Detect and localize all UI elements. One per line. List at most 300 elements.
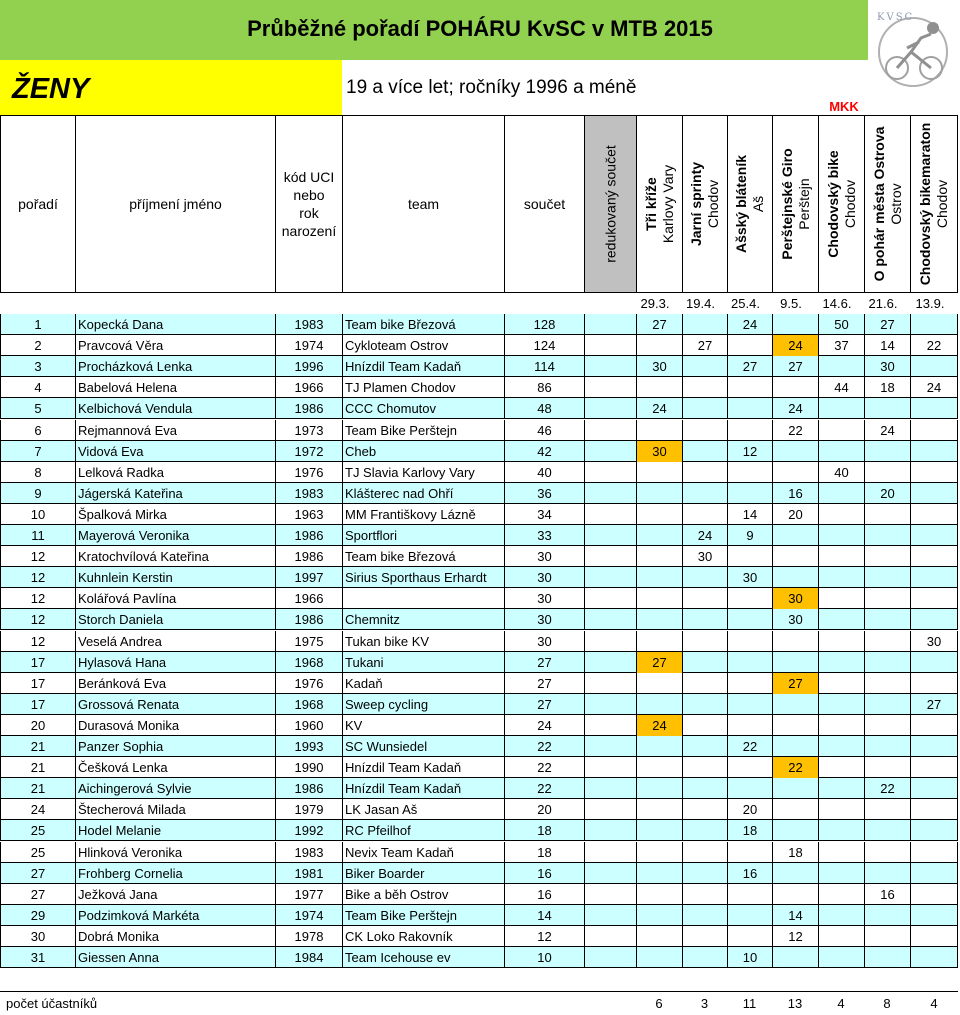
reduced-cell: [584, 398, 636, 419]
year-cell: 1966: [275, 588, 342, 609]
name-cell: Hlinková Veronika: [75, 842, 275, 863]
total-cell: 18: [504, 842, 584, 863]
header-race-7: [910, 115, 958, 293]
rank-cell: 6: [0, 420, 75, 441]
year-cell: 1990: [275, 757, 342, 778]
race-points-cell: [727, 420, 772, 441]
table-row: [0, 546, 958, 567]
team-cell: Team bike Březová: [342, 546, 504, 567]
race-points-cell: [910, 820, 958, 841]
reduced-cell: [584, 842, 636, 863]
rank-cell: 31: [0, 947, 75, 968]
total-cell: 30: [504, 588, 584, 609]
race-points-cell: [682, 757, 727, 778]
reduced-cell: [584, 905, 636, 926]
race-points-cell: [818, 799, 864, 820]
year-cell: 1974: [275, 335, 342, 356]
race-points-cell: [818, 715, 864, 736]
race-date: 25.4.: [731, 296, 760, 311]
table-row: [0, 842, 958, 863]
race-points-cell: [818, 820, 864, 841]
race-points-cell: [772, 778, 818, 799]
name-cell: Veselá Andrea: [75, 631, 275, 652]
race-points-cell: [772, 799, 818, 820]
total-cell: 27: [504, 694, 584, 715]
year-cell: 1972: [275, 441, 342, 462]
race-points-cell: [636, 525, 682, 546]
race-points-cell: [727, 335, 772, 356]
race-points-cell: [772, 314, 818, 335]
reduced-cell: [584, 483, 636, 504]
race-points-cell: [682, 420, 727, 441]
race-points-cell: [818, 504, 864, 525]
race-points-cell: [818, 673, 864, 694]
rank-cell: 12: [0, 609, 75, 630]
race-points-cell: 30: [772, 609, 818, 630]
race-points-cell: [682, 715, 727, 736]
race-points-cell: [772, 736, 818, 757]
total-cell: 30: [504, 567, 584, 588]
total-cell: 30: [504, 546, 584, 567]
team-cell: CCC Chomutov: [342, 398, 504, 419]
race-points-cell: [864, 588, 910, 609]
race-points-cell: 24: [636, 715, 682, 736]
reduced-cell: [584, 820, 636, 841]
race-points-cell: 27: [636, 652, 682, 673]
race-points-cell: 24: [636, 398, 682, 419]
category-subtitle: 19 a více let; ročníky 1996 a méně: [346, 77, 637, 98]
race-points-cell: [818, 525, 864, 546]
race-points-cell: [636, 905, 682, 926]
race-points-cell: [818, 631, 864, 652]
race-points-cell: 24: [727, 314, 772, 335]
team-cell: Sportflori: [342, 525, 504, 546]
table-row: [0, 736, 958, 757]
rank-cell: 20: [0, 715, 75, 736]
table-row: [0, 525, 958, 546]
race-points-cell: [682, 926, 727, 947]
race-points-cell: [682, 863, 727, 884]
total-cell: 22: [504, 757, 584, 778]
rank-cell: 12: [0, 546, 75, 567]
total-cell: 22: [504, 736, 584, 757]
race-points-cell: [818, 609, 864, 630]
name-cell: Kratochvílová Kateřina: [75, 546, 275, 567]
participant-count: 13: [787, 996, 803, 1011]
race-points-cell: [727, 778, 772, 799]
reduced-cell: [584, 652, 636, 673]
team-cell: Hnízdil Team Kadaň: [342, 778, 504, 799]
race-points-cell: 22: [727, 736, 772, 757]
table-row: [0, 567, 958, 588]
rank-cell: 24: [0, 799, 75, 820]
race-points-cell: [864, 694, 910, 715]
race-points-cell: 22: [772, 420, 818, 441]
race-date: 29.3.: [640, 296, 670, 311]
race-points-cell: 20: [864, 483, 910, 504]
team-cell: KV: [342, 715, 504, 736]
race-points-cell: [682, 462, 727, 483]
race-points-cell: [682, 398, 727, 419]
race-points-cell: 44: [818, 377, 864, 398]
rank-cell: 21: [0, 736, 75, 757]
table-row: [0, 884, 958, 905]
race-points-cell: 18: [772, 842, 818, 863]
race-points-cell: [727, 377, 772, 398]
reduced-cell: [584, 462, 636, 483]
race-points-cell: [727, 652, 772, 673]
race-points-cell: [818, 356, 864, 377]
race-points-cell: [864, 652, 910, 673]
race-points-cell: [864, 525, 910, 546]
race-points-cell: [864, 842, 910, 863]
team-cell: Hnízdil Team Kadaň: [342, 757, 504, 778]
total-cell: 48: [504, 398, 584, 419]
race-points-cell: [864, 926, 910, 947]
race-points-cell: [910, 609, 958, 630]
rank-cell: 12: [0, 588, 75, 609]
participant-count: 11: [742, 996, 757, 1011]
race-name: Chodovský bikemaraton: [917, 122, 933, 286]
race-points-cell: [682, 377, 727, 398]
race-points-cell: 22: [910, 335, 958, 356]
race-name: Jarní sprinty: [688, 161, 704, 247]
rank-cell: 8: [0, 462, 75, 483]
race-points-cell: [772, 567, 818, 588]
year-cell: 1997: [275, 567, 342, 588]
year-cell: 1983: [275, 842, 342, 863]
race-points-cell: [864, 715, 910, 736]
table-row: [0, 398, 958, 419]
race-points-cell: [818, 398, 864, 419]
race-points-cell: [727, 884, 772, 905]
race-points-cell: [682, 483, 727, 504]
name-cell: Pravcová Věra: [75, 335, 275, 356]
race-points-cell: 12: [772, 926, 818, 947]
race-points-cell: [818, 652, 864, 673]
reduced-cell: [584, 609, 636, 630]
rank-cell: 17: [0, 652, 75, 673]
race-points-cell: [636, 588, 682, 609]
team-cell: Cykloteam Ostrov: [342, 335, 504, 356]
table-row: [0, 462, 958, 483]
total-cell: 16: [504, 863, 584, 884]
reduced-cell: [584, 778, 636, 799]
race-points-cell: 16: [727, 863, 772, 884]
table-row: [0, 420, 958, 441]
race-points-cell: [636, 778, 682, 799]
year-cell: 1960: [275, 715, 342, 736]
total-cell: 27: [504, 652, 584, 673]
rank-cell: 7: [0, 441, 75, 462]
svg-text:KVSC: KVSC: [877, 12, 915, 23]
race-points-cell: [864, 757, 910, 778]
race-place: Ostrov: [887, 183, 904, 225]
table-row: [0, 757, 958, 778]
name-cell: Aichingerová Sylvie: [75, 778, 275, 799]
race-points-cell: 30: [636, 441, 682, 462]
rank-cell: 9: [0, 483, 75, 504]
race-points-cell: [636, 673, 682, 694]
name-cell: Dobrá Monika: [75, 926, 275, 947]
table-row: [0, 652, 958, 673]
team-cell: MM Františkovy Lázně: [342, 504, 504, 525]
reduced-cell: [584, 736, 636, 757]
race-points-cell: [636, 820, 682, 841]
race-points-cell: 22: [864, 778, 910, 799]
race-points-cell: [682, 778, 727, 799]
race-points-cell: 27: [682, 335, 727, 356]
race-points-cell: [727, 757, 772, 778]
race-points-cell: [682, 905, 727, 926]
total-cell: 24: [504, 715, 584, 736]
year-cell: 1986: [275, 525, 342, 546]
race-points-cell: [818, 863, 864, 884]
rank-cell: 29: [0, 905, 75, 926]
race-points-cell: [864, 736, 910, 757]
table-row: [0, 335, 958, 356]
race-points-cell: [727, 842, 772, 863]
participant-count: 3: [700, 996, 709, 1011]
table-row: [0, 609, 958, 630]
race-name: Tři kříže: [642, 177, 659, 231]
name-cell: Hylasová Hana: [75, 652, 275, 673]
name-cell: Kuhnlein Kerstin: [75, 567, 275, 588]
race-points-cell: [910, 842, 958, 863]
race-points-cell: [864, 673, 910, 694]
reduced-cell: [584, 863, 636, 884]
race-points-cell: [864, 462, 910, 483]
race-points-cell: 18: [864, 377, 910, 398]
race-points-cell: [910, 314, 958, 335]
race-date: 21.6.: [868, 296, 898, 311]
race-points-cell: 24: [910, 377, 958, 398]
year-cell: 1996: [275, 356, 342, 377]
name-cell: Kelbichová Vendula: [75, 398, 275, 419]
year-cell: 1976: [275, 462, 342, 483]
name-cell: Babelová Helena: [75, 377, 275, 398]
race-points-cell: [864, 799, 910, 820]
cyclist-logo-icon: [873, 8, 953, 94]
year-cell: 1978: [275, 926, 342, 947]
total-cell: 128: [504, 314, 584, 335]
team-cell: LK Jasan Aš: [342, 799, 504, 820]
race-points-cell: [636, 420, 682, 441]
race-points-cell: [910, 462, 958, 483]
total-cell: 124: [504, 335, 584, 356]
race-points-cell: [818, 905, 864, 926]
race-points-cell: [636, 335, 682, 356]
participant-count: 4: [930, 996, 938, 1011]
table-row: [0, 694, 958, 715]
race-points-cell: [818, 884, 864, 905]
race-points-cell: [910, 525, 958, 546]
rank-cell: 1: [0, 314, 75, 335]
race-points-cell: [682, 567, 727, 588]
name-cell: Grossová Renata: [75, 694, 275, 715]
race-points-cell: [636, 757, 682, 778]
year-cell: 1973: [275, 420, 342, 441]
reduced-cell: [584, 546, 636, 567]
race-points-cell: [818, 420, 864, 441]
race-points-cell: [910, 398, 958, 419]
header-race-6: [864, 115, 910, 293]
race-points-cell: [682, 504, 727, 525]
name-cell: Češková Lenka: [75, 757, 275, 778]
race-points-cell: 30: [636, 356, 682, 377]
total-cell: 42: [504, 441, 584, 462]
race-points-cell: [636, 799, 682, 820]
race-points-cell: [910, 736, 958, 757]
race-points-cell: [636, 504, 682, 525]
reduced-cell: [584, 757, 636, 778]
race-points-cell: [864, 546, 910, 567]
name-cell: Durasová Monika: [75, 715, 275, 736]
table-row: [0, 504, 958, 525]
race-date: 13.9.: [915, 296, 945, 311]
race-points-cell: 14: [772, 905, 818, 926]
race-name: Chodovský bike: [824, 150, 841, 258]
participant-count: 6: [655, 996, 663, 1011]
rank-cell: 21: [0, 778, 75, 799]
name-cell: Rejmannová Eva: [75, 420, 275, 441]
table-row: [0, 483, 958, 504]
year-cell: 1979: [275, 799, 342, 820]
name-cell: Procházková Lenka: [75, 356, 275, 377]
race-points-cell: 16: [864, 884, 910, 905]
year-cell: 1986: [275, 546, 342, 567]
race-points-cell: [727, 398, 772, 419]
race-points-cell: [818, 842, 864, 863]
race-points-cell: [727, 673, 772, 694]
race-points-cell: [727, 631, 772, 652]
total-cell: 14: [504, 905, 584, 926]
reduced-cell: [584, 673, 636, 694]
race-points-cell: [682, 820, 727, 841]
name-cell: Jágerská Kateřina: [75, 483, 275, 504]
name-cell: Frohberg Cornelia: [75, 863, 275, 884]
total-cell: 40: [504, 462, 584, 483]
team-cell: Biker Boarder: [342, 863, 504, 884]
year-cell: 1984: [275, 947, 342, 968]
race-points-cell: 30: [864, 356, 910, 377]
race-points-cell: [682, 631, 727, 652]
race-points-cell: [910, 441, 958, 462]
total-cell: 18: [504, 820, 584, 841]
race-points-cell: 20: [772, 504, 818, 525]
race-points-cell: 20: [727, 799, 772, 820]
team-cell: Cheb: [342, 441, 504, 462]
race-points-cell: [910, 778, 958, 799]
reduced-cell: [584, 884, 636, 905]
race-points-cell: [772, 947, 818, 968]
race-points-cell: [682, 609, 727, 630]
race-points-cell: 12: [727, 441, 772, 462]
table-row: [0, 356, 958, 377]
race-points-cell: [864, 631, 910, 652]
year-cell: 1992: [275, 820, 342, 841]
participant-count: 8: [883, 996, 891, 1011]
race-points-cell: [772, 820, 818, 841]
total-cell: 27: [504, 673, 584, 694]
rank-cell: 11: [0, 525, 75, 546]
race-points-cell: [910, 715, 958, 736]
team-cell: RC Pfeilhof: [342, 820, 504, 841]
race-points-cell: [864, 905, 910, 926]
reduced-cell: [584, 504, 636, 525]
header-uci: kód UCI nebo rok narození: [275, 115, 342, 293]
header-team: team: [342, 115, 504, 293]
race-points-cell: [636, 736, 682, 757]
race-points-cell: [682, 842, 727, 863]
race-points-cell: [772, 441, 818, 462]
race-points-cell: [727, 483, 772, 504]
year-cell: 1986: [275, 609, 342, 630]
rank-cell: 30: [0, 926, 75, 947]
race-date: 19.4.: [686, 296, 715, 311]
table-row: [0, 673, 958, 694]
race-place: Chodov: [934, 179, 950, 229]
race-points-cell: 27: [727, 356, 772, 377]
rank-cell: 27: [0, 863, 75, 884]
year-cell: 1966: [275, 377, 342, 398]
year-cell: 1974: [275, 905, 342, 926]
race-points-cell: 24: [682, 525, 727, 546]
race-points-cell: [636, 483, 682, 504]
race-points-cell: 14: [864, 335, 910, 356]
race-points-cell: [636, 546, 682, 567]
rank-cell: 4: [0, 377, 75, 398]
year-cell: 1963: [275, 504, 342, 525]
race-points-cell: [636, 377, 682, 398]
reduced-cell: [584, 420, 636, 441]
name-cell: Mayerová Veronika: [75, 525, 275, 546]
race-points-cell: [818, 694, 864, 715]
race-points-cell: [910, 799, 958, 820]
team-cell: Team Bike Perštejn: [342, 905, 504, 926]
race-points-cell: [636, 884, 682, 905]
year-cell: 1986: [275, 778, 342, 799]
race-place: Aš: [750, 195, 766, 213]
total-cell: 22: [504, 778, 584, 799]
race-points-cell: 27: [864, 314, 910, 335]
team-cell: [342, 588, 504, 609]
header-reduced-total: redukovaný součet: [584, 115, 636, 293]
race-points-cell: [910, 884, 958, 905]
total-cell: 12: [504, 926, 584, 947]
name-cell: Panzer Sophia: [75, 736, 275, 757]
team-cell: Sweep cycling: [342, 694, 504, 715]
race-points-cell: [910, 483, 958, 504]
race-points-cell: [636, 567, 682, 588]
table-row: [0, 588, 958, 609]
race-points-cell: [910, 420, 958, 441]
race-points-cell: 27: [910, 694, 958, 715]
rank-cell: 10: [0, 504, 75, 525]
rank-cell: 3: [0, 356, 75, 377]
race-points-cell: [727, 694, 772, 715]
race-points-cell: [727, 715, 772, 736]
race-points-cell: [772, 652, 818, 673]
race-points-cell: [682, 314, 727, 335]
reduced-cell: [584, 441, 636, 462]
name-cell: Giessen Anna: [75, 947, 275, 968]
name-cell: Podzimková Markéta: [75, 905, 275, 926]
race-points-cell: [727, 926, 772, 947]
team-cell: Kadaň: [342, 673, 504, 694]
name-cell: Vidová Eva: [75, 441, 275, 462]
race-points-cell: 50: [818, 314, 864, 335]
